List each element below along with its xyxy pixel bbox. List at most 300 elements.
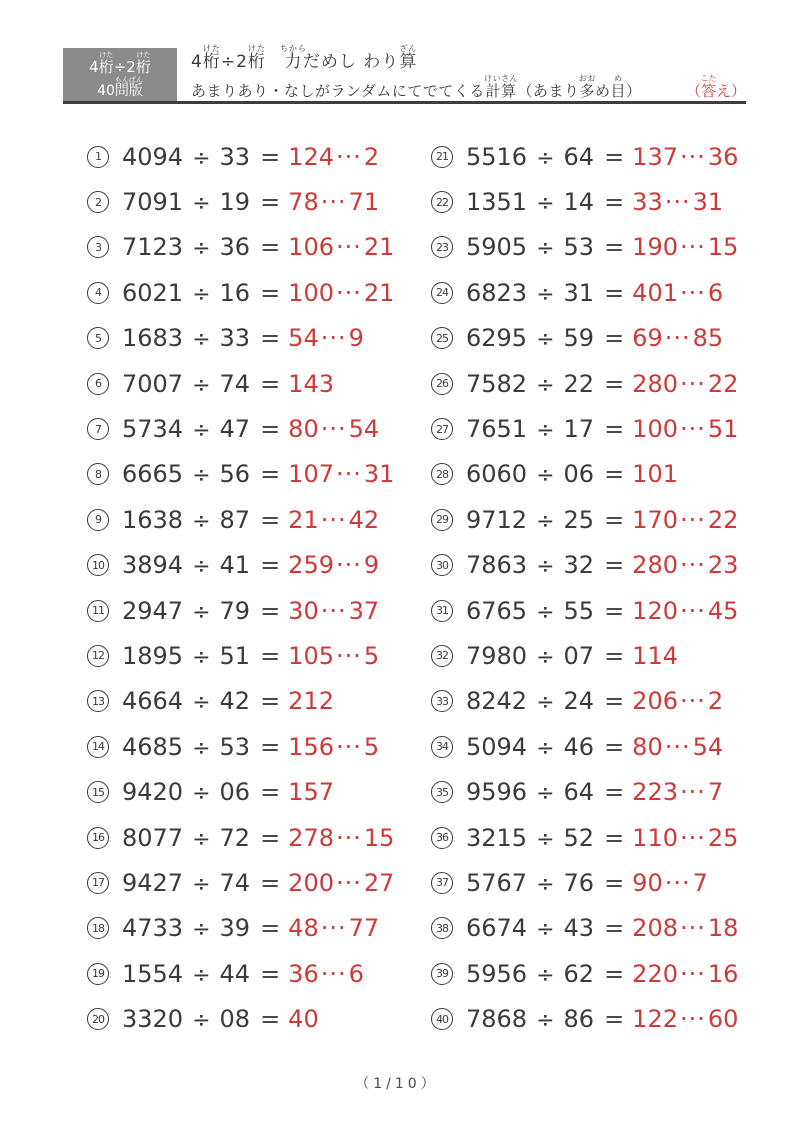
remainder-part [319,960,364,988]
remainder: 6 [707,278,724,307]
answer [632,778,723,806]
divide-sign: ÷ [192,145,211,171]
divide-sign: ÷ [536,735,555,761]
remainder-part [678,279,723,307]
remainder: 36 [707,142,739,171]
answer [632,415,738,443]
quotient: 401 [632,278,678,307]
quotient: 120 [632,596,678,625]
divisor: 14 [563,188,595,217]
divide-sign: ÷ [192,917,211,943]
problem-expression [453,642,678,670]
equals-sign: = [604,641,625,670]
divide-sign: ÷ [536,871,555,897]
dividend: 5905 [466,233,528,262]
divisor: 07 [563,641,595,670]
divisor: 56 [219,460,251,489]
remainder-dots: ··· [320,505,347,534]
equals-sign: = [260,505,281,534]
problem-row [431,134,764,179]
problem-row [431,769,764,814]
remainder: 18 [707,914,739,943]
divisor: 52 [563,823,595,852]
equals-sign: = [604,551,625,580]
equals-sign: = [260,914,281,943]
problem-row [87,633,407,678]
quotient: 107 [288,460,334,489]
remainder-part [334,279,394,307]
quotient: 100 [288,278,334,307]
remainder: 54 [692,732,724,761]
problem-row [87,996,407,1041]
quotient: 280 [632,369,678,398]
divisor: 43 [563,914,595,943]
problem-number: 8 [87,463,109,485]
problem-expression [109,824,394,852]
problem-number: 21 [431,146,453,168]
dividend: 6021 [122,278,184,307]
answer [632,687,723,715]
problem-number: 38 [431,917,453,939]
divide-sign: ÷ [192,735,211,761]
answer [288,324,364,352]
problem-number: 33 [431,690,453,712]
dividend: 7582 [466,369,528,398]
equals-sign: = [260,369,281,398]
divisor: 47 [219,415,251,444]
remainder-dots: ··· [679,914,706,943]
problem-number: 7 [87,418,109,440]
problem-row [431,316,764,361]
divisor: 53 [219,732,251,761]
divide-sign: ÷ [192,690,211,716]
problem-expression [453,143,738,171]
answer [632,460,678,488]
dividend: 6295 [466,324,528,353]
answer [632,551,738,579]
problem-number: 26 [431,373,453,395]
dividend: 9427 [122,868,184,897]
badge-line2: 40問版もんばん [97,75,143,99]
problem-row [87,769,407,814]
remainder-part [334,642,379,670]
problem-expression [453,506,738,534]
problem-row [87,679,407,724]
remainder: 9 [348,324,364,353]
quotient: 114 [632,641,678,670]
divisor: 72 [219,823,251,852]
remainder-part [678,143,738,171]
problem-number: 6 [87,373,109,395]
equals-sign: = [604,324,625,353]
divide-sign: ÷ [192,554,211,580]
problem-number: 37 [431,872,453,894]
remainder: 9 [363,551,380,580]
answer [288,1005,319,1033]
answer [632,869,708,897]
dividend: 7007 [122,369,184,398]
divisor: 44 [219,959,251,988]
remainder-part [334,551,379,579]
answer [288,415,379,443]
remainder-part [663,733,723,761]
dividend: 9420 [122,778,184,807]
answer [632,914,738,942]
worksheet-subtitle: あまりあり・なしがランダムにてでてくる計算けいさん（あまり多おおめ目め） [191,74,642,100]
problem-expression [453,1005,738,1033]
divisor: 08 [219,1005,251,1034]
problem-row [431,588,764,633]
quotient: 78 [288,188,319,217]
dividend: 6060 [466,460,528,489]
divide-sign: ÷ [536,962,555,988]
equals-sign: = [604,868,625,897]
answer [632,1005,738,1033]
equals-sign: = [260,687,281,716]
divide-sign: ÷ [536,418,555,444]
remainder-part [334,233,394,261]
remainder-part [663,324,723,352]
dividend: 1638 [122,505,184,534]
problem-row [431,361,764,406]
divisor: 25 [563,505,595,534]
problem-row [431,452,764,497]
quotient: 122 [632,1005,678,1034]
quotient: 170 [632,505,678,534]
equals-sign: = [260,732,281,761]
remainder: 16 [707,959,739,988]
divisor: 32 [563,551,595,580]
divisor: 39 [219,914,251,943]
equals-sign: = [260,415,281,444]
problem-expression [109,1005,319,1033]
remainder-dots: ··· [664,188,691,217]
problem-expression [109,460,394,488]
answer [632,279,723,307]
divisor: 36 [219,233,251,262]
remainder-dots: ··· [679,551,706,580]
remainder: 25 [707,823,739,852]
dividend: 4664 [122,687,184,716]
answer [632,233,738,261]
divisor: 87 [219,505,251,534]
equals-sign: = [604,1005,625,1034]
dividend: 5516 [466,142,528,171]
answer [632,597,738,625]
problem-expression [109,642,379,670]
remainder-part [678,1005,738,1033]
problem-number: 12 [87,645,109,667]
problem-number: 34 [431,736,453,758]
problem-expression [109,914,379,942]
equals-sign: = [260,460,281,489]
dividend: 5094 [466,732,528,761]
dividend: 7123 [122,233,184,262]
problem-row [87,906,407,951]
problem-row [87,543,407,588]
problem-expression [453,597,738,625]
divide-sign: ÷ [536,644,555,670]
equals-sign: = [260,596,281,625]
quotient: 156 [288,732,334,761]
remainder: 6 [348,959,364,988]
remainder-dots: ··· [664,324,691,353]
problem-row [87,316,407,361]
divide-sign: ÷ [192,781,211,807]
problem-row [431,951,764,996]
problem-expression [109,960,364,988]
remainder-dots: ··· [335,142,362,171]
remainder-part [678,415,738,443]
dividend: 2947 [122,596,184,625]
problem-row [431,996,764,1041]
quotient: 200 [288,868,334,897]
remainder-dots: ··· [320,959,347,988]
remainder-dots: ··· [664,868,691,897]
dividend: 3894 [122,551,184,580]
problem-expression [109,869,394,897]
remainder-part [678,824,738,852]
divisor: 74 [219,369,251,398]
dividend: 1554 [122,959,184,988]
problem-number: 13 [87,690,109,712]
remainder-part [319,188,379,216]
divide-sign: ÷ [536,508,555,534]
problem-number: 39 [431,963,453,985]
divisor: 33 [219,142,251,171]
problem-number: 25 [431,327,453,349]
remainder-part [678,687,723,715]
divide-sign: ÷ [192,372,211,398]
problem-expression [453,415,738,443]
quotient: 278 [288,823,334,852]
divisor: 24 [563,687,595,716]
divide-sign: ÷ [536,690,555,716]
divide-sign: ÷ [536,145,555,171]
equals-sign: = [604,914,625,943]
badge-line1: 4桁けた÷2桁けた [89,50,151,76]
problem-number: 23 [431,236,453,258]
answer [288,143,379,171]
equals-sign: = [260,324,281,353]
remainder-dots: ··· [335,732,362,761]
problem-number: 10 [87,554,109,576]
problem-row [431,815,764,860]
dividend: 7868 [466,1005,528,1034]
problem-row [87,497,407,542]
problem-expression [453,733,723,761]
problem-row [431,860,764,905]
problem-expression [453,960,738,988]
remainder-dots: ··· [335,278,362,307]
dividend: 5767 [466,868,528,897]
header-badge [63,48,177,101]
problem-number: 32 [431,645,453,667]
problem-expression [453,324,723,352]
remainder: 21 [363,278,395,307]
problem-number: 36 [431,827,453,849]
divisor: 53 [563,233,595,262]
quotient: 69 [632,324,663,353]
remainder-part [334,733,379,761]
remainder-dots: ··· [335,868,362,897]
problem-row [431,179,764,224]
dividend: 9596 [466,778,528,807]
remainder: 51 [707,415,739,444]
problem-expression [109,687,334,715]
problem-expression [109,233,394,261]
remainder-dots: ··· [679,278,706,307]
divide-sign: ÷ [536,781,555,807]
divisor: 59 [563,324,595,353]
quotient: 80 [288,415,319,444]
divisor: 06 [563,460,595,489]
remainder-part [319,506,379,534]
equals-sign: = [604,823,625,852]
quotient: 33 [632,188,663,217]
answer [288,188,379,216]
quotient: 259 [288,551,334,580]
divide-sign: ÷ [192,281,211,307]
quotient: 110 [632,823,678,852]
problem-row [87,588,407,633]
quotient: 48 [288,914,319,943]
problem-number: 19 [87,963,109,985]
problem-row [431,406,764,451]
problem-row [431,724,764,769]
problem-row [87,179,407,224]
answer [288,687,334,715]
dividend: 5956 [466,959,528,988]
divisor: 64 [563,778,595,807]
problem-row [87,452,407,497]
remainder-dots: ··· [664,732,691,761]
problems-column-left [63,134,407,1042]
answer [288,824,394,852]
remainder: 15 [363,823,395,852]
equals-sign: = [260,188,281,217]
problem-row [87,815,407,860]
page-indicator: （1/10） [355,1076,439,1092]
dividend: 8242 [466,687,528,716]
divide-sign: ÷ [536,554,555,580]
quotient: 100 [632,415,678,444]
remainder-part [319,324,364,352]
quotient: 206 [632,687,678,716]
divide-sign: ÷ [192,236,211,262]
worksheet-header [63,44,746,104]
equals-sign: = [260,233,281,262]
problems-area [63,134,764,1042]
quotient: 54 [288,324,319,353]
divide-sign: ÷ [536,1008,555,1034]
problem-row [87,270,407,315]
dividend: 1895 [122,641,184,670]
problem-number: 9 [87,509,109,531]
problem-expression [109,778,334,806]
divide-sign: ÷ [536,327,555,353]
problem-row [87,860,407,905]
divide-sign: ÷ [536,826,555,852]
problem-number: 3 [87,236,109,258]
remainder: 21 [363,233,395,262]
answer [288,279,394,307]
remainder-part [334,869,394,897]
quotient: 143 [288,369,334,398]
problem-number: 15 [87,781,109,803]
problem-number: 31 [431,600,453,622]
problem-number: 35 [431,781,453,803]
divide-sign: ÷ [536,191,555,217]
problem-expression [109,370,334,398]
remainder-dots: ··· [679,823,706,852]
answer [632,642,678,670]
problem-number: 22 [431,191,453,213]
equals-sign: = [604,959,625,988]
remainder: 22 [707,505,739,534]
remainder: 5 [363,732,380,761]
remainder-dots: ··· [679,369,706,398]
divide-sign: ÷ [192,962,211,988]
quotient: 223 [632,778,678,807]
dividend: 6765 [466,596,528,625]
divide-sign: ÷ [192,826,211,852]
problem-expression [453,279,723,307]
divisor: 55 [563,596,595,625]
problem-row [431,270,764,315]
problem-row [87,134,407,179]
problem-expression [109,415,379,443]
remainder-dots: ··· [320,914,347,943]
divisor: 16 [219,278,251,307]
problem-expression [453,778,723,806]
problem-row [431,906,764,951]
remainder-part [678,506,738,534]
remainder-part [678,370,738,398]
dividend: 7651 [466,415,528,444]
problem-number: 24 [431,282,453,304]
remainder: 22 [707,369,739,398]
problem-row [431,497,764,542]
remainder-part [334,460,394,488]
remainder-dots: ··· [679,415,706,444]
quotient: 30 [288,596,319,625]
quotient: 80 [632,732,663,761]
problem-expression [109,143,379,171]
equals-sign: = [260,1005,281,1034]
quotient: 105 [288,641,334,670]
answer [632,324,723,352]
remainder: 37 [348,596,380,625]
remainder-dots: ··· [335,460,362,489]
problem-expression [453,188,723,216]
equals-sign: = [604,460,625,489]
divisor: 41 [219,551,251,580]
equals-sign: = [260,551,281,580]
dividend: 6674 [466,914,528,943]
divide-sign: ÷ [192,871,211,897]
dividend: 3215 [466,823,528,852]
problem-expression [453,370,738,398]
remainder-part [334,824,394,852]
problem-number: 30 [431,554,453,576]
dividend: 4685 [122,732,184,761]
remainder-part [678,551,738,579]
dividend: 5734 [122,415,184,444]
remainder: 42 [348,505,380,534]
problem-expression [453,460,678,488]
equals-sign: = [260,278,281,307]
